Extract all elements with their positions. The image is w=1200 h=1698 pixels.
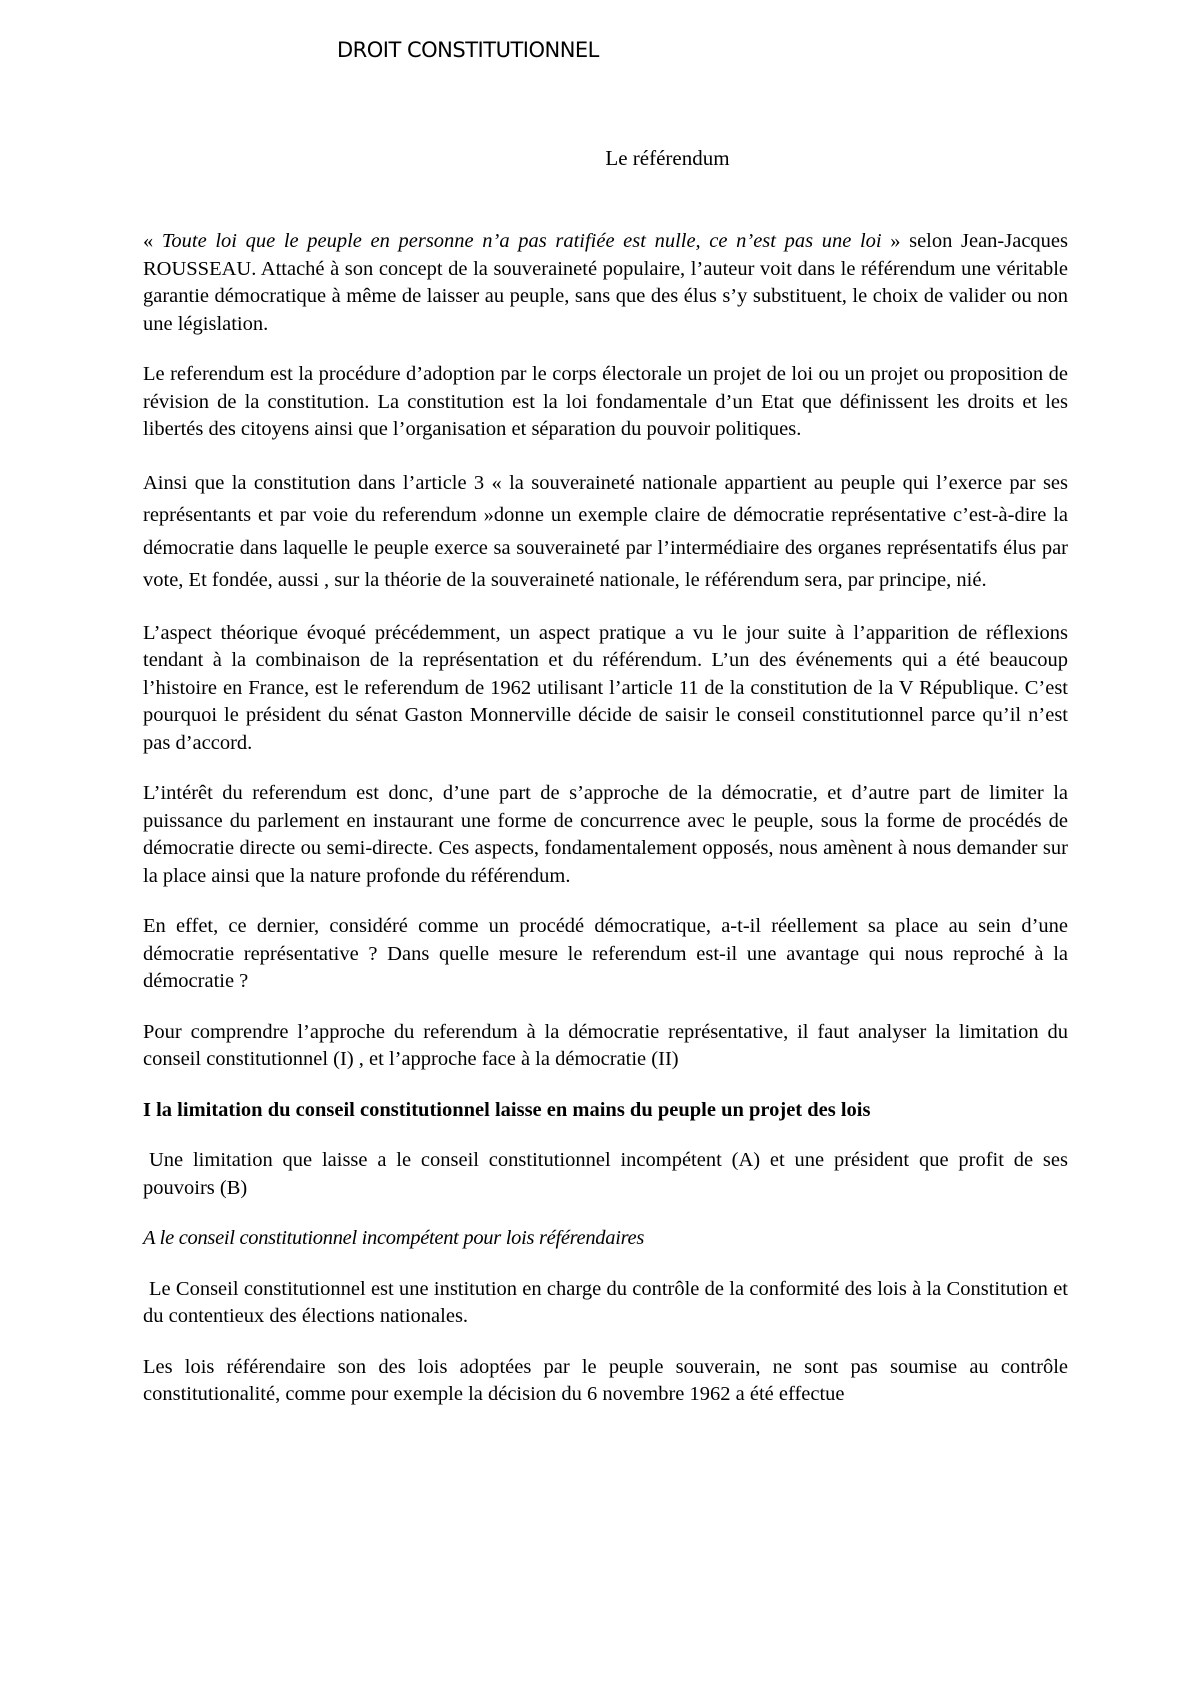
paragraph-problem: En effet, ce dernier, considéré comme un procédé démocratique, a-t-il réellement sa place au sein d’une démocratie représentative ? Dans quelle mesure le referendum est-il une avantage qui nous reproché à la démocratie ? (143, 915, 1068, 992)
paragraph-practical-aspect: L’aspect théorique évoqué précédemment, un aspect pratique a vu le jour suite à l’apparition de réflexions tendant à la combinaison de la représentation et du référendum. L’un des événements qui a été beaucoup l’histoire en France, est le referendum de 1962 utilisant l’article 11 de la constitution de la V République. C’est pourquoi le président du sénat Gaston Monnerville décide de saisir le conseil constitutionnel parce qu’il n’est pas d’accord. (143, 621, 1068, 754)
document-body (143, 228, 1068, 1432)
paragraph-definition: Le referendum est la procédure d’adoption par le corps électorale un projet de loi ou un projet ou proposition de révision de la constitution. La constitution est la loi fondamentale d’un Etat que définissent les droits et les libertés des citoyens ainsi que l’organisation et séparation du pouvoir politiques. (143, 363, 1068, 440)
header-title: DROIT CONSTITUTIONNEL (337, 38, 599, 62)
paragraph-interest: L’intérêt du referendum est donc, d’une part de s’approche de la démocratie, et d’autre part de limiter la puissance du parlement en instaurant une forme de concurrence avec le peuple, sous la forme de procédés de démocratie directe ou semi-directe. Ces aspects, fondamentalement opposés, nous amènent à nous demander sur la place ainsi que la nature profonde du référendum. (143, 782, 1068, 887)
paragraph-conseil-definition: Le Conseil constitutionnel est une institution en charge du contrôle de la conformité des lois à la Constitution et du contentieux des élections nationales. (143, 1277, 1068, 1327)
paragraph-article-3: Ainsi que la constitution dans l’article 3 « la souveraineté nationale appartient au peuple qui l’exerce par ses représentants et par voie du referendum »donne un exemple claire de démocratie représentative c’est-à-dire la démocratie dans laquelle le peuple exerce sa souveraineté par l’intermédiaire des organes représentatifs élus par vote, Et fondée, aussi , sur la théorie de la souveraineté nationale, le référendum sera, par principe, nié. (143, 471, 1068, 591)
paragraph-section-intro: Une limitation que laisse a le conseil constitutionnel incompétent (A) et une président que profit de ses pouvoirs (B) (143, 1149, 1068, 1199)
paragraph-intro-quote (143, 228, 1068, 338)
document-title: Le référendum (605, 146, 730, 170)
section-heading-1: I la limitation du conseil constitutionnel laisse en mains du peuple un projet des lois (143, 1098, 871, 1121)
quote-open: « (143, 230, 162, 252)
paragraph-lois-referendaires: Les lois référendaire son des lois adoptées par le peuple souverain, ne sont pas soumise au contrôle constitutionalité, comme pour exemple la décision du 6 novembre 1962 a été effectue (143, 1355, 1068, 1405)
paragraph-plan: Pour comprendre l’approche du referendum à la démocratie représentative, il faut analyser la limitation du conseil constitutionnel (I) , et l’approche face à la démocratie (II) (143, 1020, 1068, 1070)
subsection-heading-a: A le conseil constitutionnel incompétent pour lois référendaires (143, 1227, 644, 1249)
rousseau-quote: Toute loi que le peuple en personne n’a pas ratifiée est nulle, ce n’est pas une loi (161, 230, 882, 252)
paragraph-intro-rest: » selon Jean-Jacques ROUSSEAU. Attaché à son concept de la souveraineté populaire, l’auteur voit dans le référendum une véritable garantie démocratique à même de laisser au peuple, sans que des élus s’y substituent, le choix de valider ou non une législation. (143, 230, 1069, 335)
